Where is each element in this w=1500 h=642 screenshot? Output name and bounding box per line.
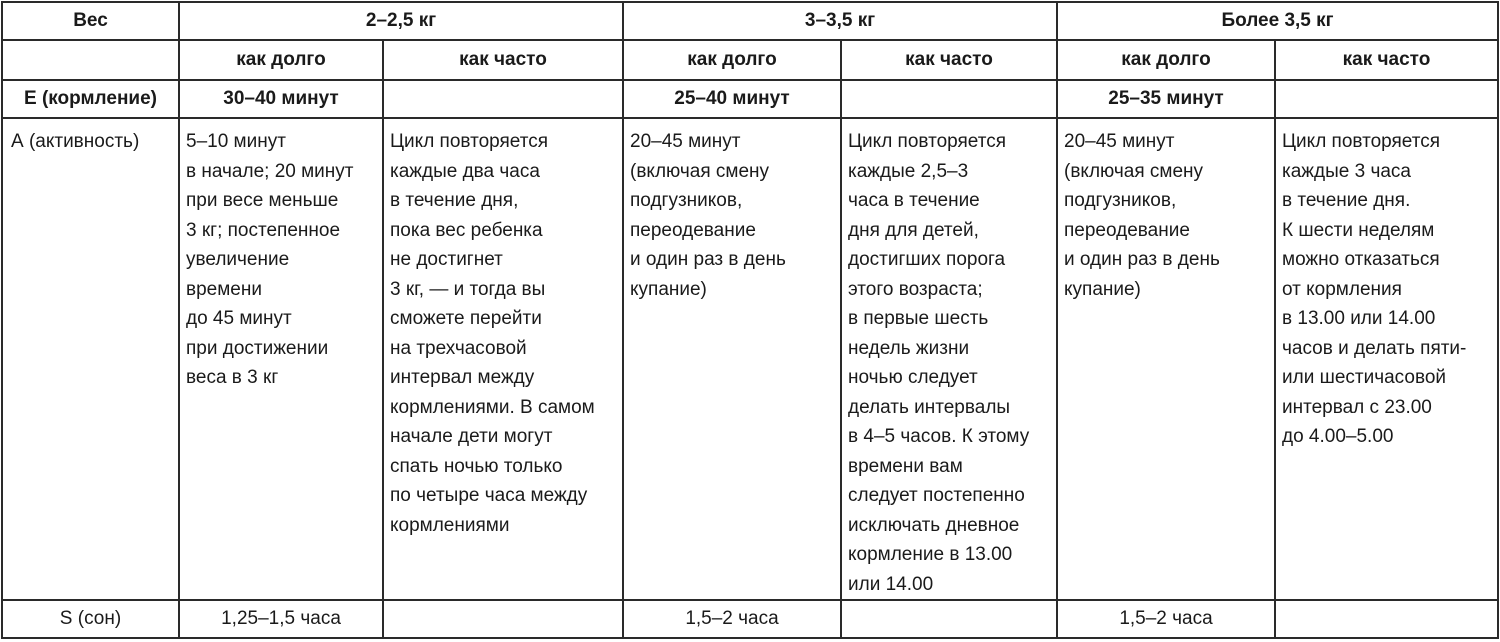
header-row: [2, 2, 1498, 40]
activity-text-4: Цикл повторяется каждые 2,5–3 часа в течение дня для детей, достигших порога этого возраста; в первые шесть недель жизни ночью следует делать интервалы в 4–5 часов. К этому времени вам следует постепенно исключать дневное кормление в 13.00 или 14.00: [848, 131, 1030, 595]
sleep-cell-2: [383, 600, 623, 638]
activity-cell-5: [1057, 118, 1275, 600]
feeding-cell-5: 25–35 минут: [1057, 80, 1275, 118]
feeding-cell-3: 25–40 минут: [623, 80, 841, 118]
how-often-header-1: как часто: [383, 40, 623, 80]
feeding-cell-6: [1275, 80, 1498, 118]
sleep-cell-1: 1,25–1,5 часа: [179, 600, 383, 638]
how-long-header-1: как долго: [179, 40, 383, 80]
activity-text-1: 5–10 минут в начале; 20 минут при весе меньше 3 кг; постепенное увеличение времени до 45 минут при достижении веса в 3 кг: [186, 131, 354, 388]
schedule-table: [1, 1, 1499, 639]
feeding-cell-2: [383, 80, 623, 118]
sleep-cell-4: [841, 600, 1057, 638]
how-long-header-2: как долго: [623, 40, 841, 80]
how-often-header-2: как часто: [841, 40, 1057, 80]
activity-label: А (активность): [11, 131, 140, 152]
sleep-label: S (сон): [2, 600, 179, 638]
group-header-1: 2–2,5 кг: [179, 2, 623, 40]
activity-text-3: 20–45 минут (включая смену подгузников, переодевание и один раз в день купание): [630, 131, 786, 300]
feeding-label: Е (кормление): [2, 80, 179, 118]
subheader-row: [2, 40, 1498, 80]
activity-label-cell: [2, 118, 179, 600]
sleep-cell-5: 1,5–2 часа: [1057, 600, 1275, 638]
activity-cell-3: [623, 118, 841, 600]
group-header-2: 3–3,5 кг: [623, 2, 1057, 40]
group-header-3: Более 3,5 кг: [1057, 2, 1498, 40]
activity-text-2: Цикл повторяется каждые два часа в течение дня, пока вес ребенка не достигнет 3 кг, — и тогда вы сможете перейти на трехчасовой интервал между кормлениями. В самом начале дети могут спать ночью только по четыре часа между кормлениями: [390, 131, 595, 536]
activity-text-6: Цикл повторяется каждые 3 часа в течение дня. К шести неделям можно отказаться от кормления в 13.00 или 14.00 часов и делать пяти- или шестичасовой интервал с 23.00 до 4.00–5.00: [1282, 131, 1467, 447]
activity-cell-4: [841, 118, 1057, 600]
activity-row: [2, 118, 1498, 600]
sleep-cell-6: [1275, 600, 1498, 638]
activity-cell-1: [179, 118, 383, 600]
sleep-cell-3: 1,5–2 часа: [623, 600, 841, 638]
activity-cell-2: [383, 118, 623, 600]
activity-text-5: 20–45 минут (включая смену подгузников, переодевание и один раз в день купание): [1064, 131, 1220, 300]
feeding-cell-4: [841, 80, 1057, 118]
how-long-header-3: как долго: [1057, 40, 1275, 80]
sleep-row: [2, 600, 1498, 638]
weight-label: Вес: [2, 2, 179, 40]
feeding-cell-1: 30–40 минут: [179, 80, 383, 118]
activity-cell-6: [1275, 118, 1498, 600]
how-often-header-3: как часто: [1275, 40, 1498, 80]
feeding-row: [2, 80, 1498, 118]
subheader-empty: [2, 40, 179, 80]
